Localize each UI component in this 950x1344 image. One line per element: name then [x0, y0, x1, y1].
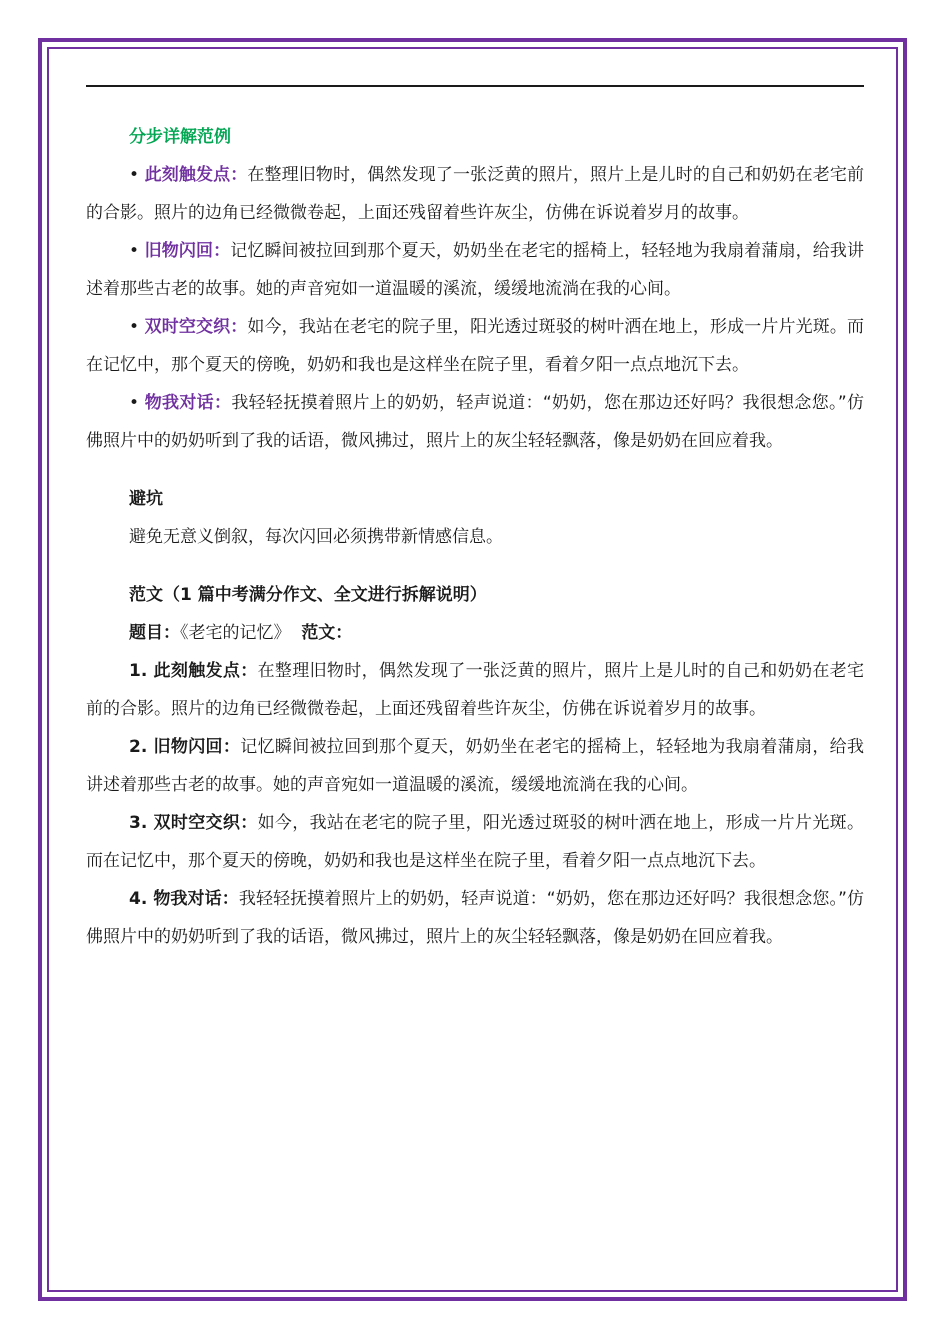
- bullet-item: [86, 308, 864, 384]
- bullet-label: 物我对话：: [144, 393, 232, 413]
- essay-item-text: 如今，我站在老宅的院子里，阳光透过斑驳的树叶洒在地上，形成一片片光斑。而在记忆中，那个夏天的傍晚，奶奶和我也是这样坐在院子里，看着夕阳一点点地沉下去。: [86, 813, 864, 871]
- essay-label: 范文：: [301, 623, 353, 643]
- essay-topic-line: [86, 614, 864, 652]
- topic-title: 《老宅的记忆》: [180, 623, 291, 643]
- essay-item-label: 2. 旧物闪回：: [129, 737, 241, 757]
- essay-item-label: 3. 双时空交织：: [129, 813, 258, 833]
- bullet-item: [86, 384, 864, 460]
- bullet-item: [86, 232, 864, 308]
- essay-item-text: 我轻轻抚摸着照片上的奶奶，轻声说道：“奶奶，您在那边还好吗？我很想念您。”仿佛照片中的奶奶听到了我的话语，微风拂过，照片上的灰尘轻轻飘落，像是奶奶在回应着我。: [86, 889, 864, 947]
- essay-item: [86, 804, 864, 880]
- bullet-label: 此刻触发点：: [144, 165, 248, 185]
- topic-label: 题目：: [129, 623, 180, 643]
- essay-item: [86, 880, 864, 956]
- essay-item-text: 记忆瞬间被拉回到那个夏天，奶奶坐在老宅的摇椅上，轻轻地为我扇着蒲扇，给我讲述着那些古老的故事。她的声音宛如一道温暖的溪流，缓缓地流淌在我的心间。: [86, 737, 864, 795]
- essay-item-label: 1. 此刻触发点：: [129, 661, 258, 681]
- bullet-text: 如今，我站在老宅的院子里，阳光透过斑驳的树叶洒在地上，形成一片片光斑。而在记忆中，那个夏天的傍晚，奶奶和我也是这样坐在院子里，看着夕阳一点点地沉下去。: [86, 317, 865, 375]
- bullet-label: 双时空交织：: [144, 317, 248, 337]
- spacer: [86, 556, 864, 576]
- bullet-text: 我轻轻抚摸着照片上的奶奶，轻声说道：“奶奶，您在那边还好吗？我很想念您。”仿佛照片中的奶奶听到了我的话语，微风拂过，照片上的灰尘轻轻飘落，像是奶奶在回应着我。: [86, 393, 864, 451]
- bullet-marker: •: [129, 393, 140, 413]
- header-rule: [86, 85, 864, 87]
- essay-item-text: 在整理旧物时，偶然发现了一张泛黄的照片，照片上是儿时的自己和奶奶在老宅前的合影。照片的边角已经微微卷起，上面还残留着些许灰尘，仿佛在诉说着岁月的故事。: [86, 661, 864, 719]
- essay-item-label: 4. 物我对话：: [129, 889, 239, 909]
- pitfall-text: 避免无意义倒叙，每次闪回必须携带新情感信息。: [129, 527, 503, 547]
- bullet-marker: •: [129, 317, 140, 337]
- bullet-marker: •: [129, 241, 140, 261]
- spacer: [86, 460, 864, 480]
- essay-item: [86, 728, 864, 804]
- bullet-text: 记忆瞬间被拉回到那个夏天，奶奶坐在老宅的摇椅上，轻轻地为我扇着蒲扇，给我讲述着那些古老的故事。她的声音宛如一道温暖的溪流，缓缓地流淌在我的心间。: [86, 241, 865, 299]
- pitfall-title: 避坑: [129, 489, 163, 509]
- section-title: 分步详解范例: [129, 127, 231, 147]
- document-body: [86, 118, 864, 956]
- bullet-text: 在整理旧物时，偶然发现了一张泛黄的照片，照片上是儿时的自己和奶奶在老宅前的合影。照片的边角已经微微卷起，上面还残留着些许灰尘，仿佛在诉说着岁月的故事。: [86, 165, 865, 223]
- bullet-item: [86, 156, 864, 232]
- bullet-marker: •: [129, 165, 140, 185]
- essay-heading: 范文（1 篇中考满分作文、全文进行拆解说明）: [129, 585, 487, 605]
- essay-item: [86, 652, 864, 728]
- bullet-label: 旧物闪回：: [144, 241, 231, 261]
